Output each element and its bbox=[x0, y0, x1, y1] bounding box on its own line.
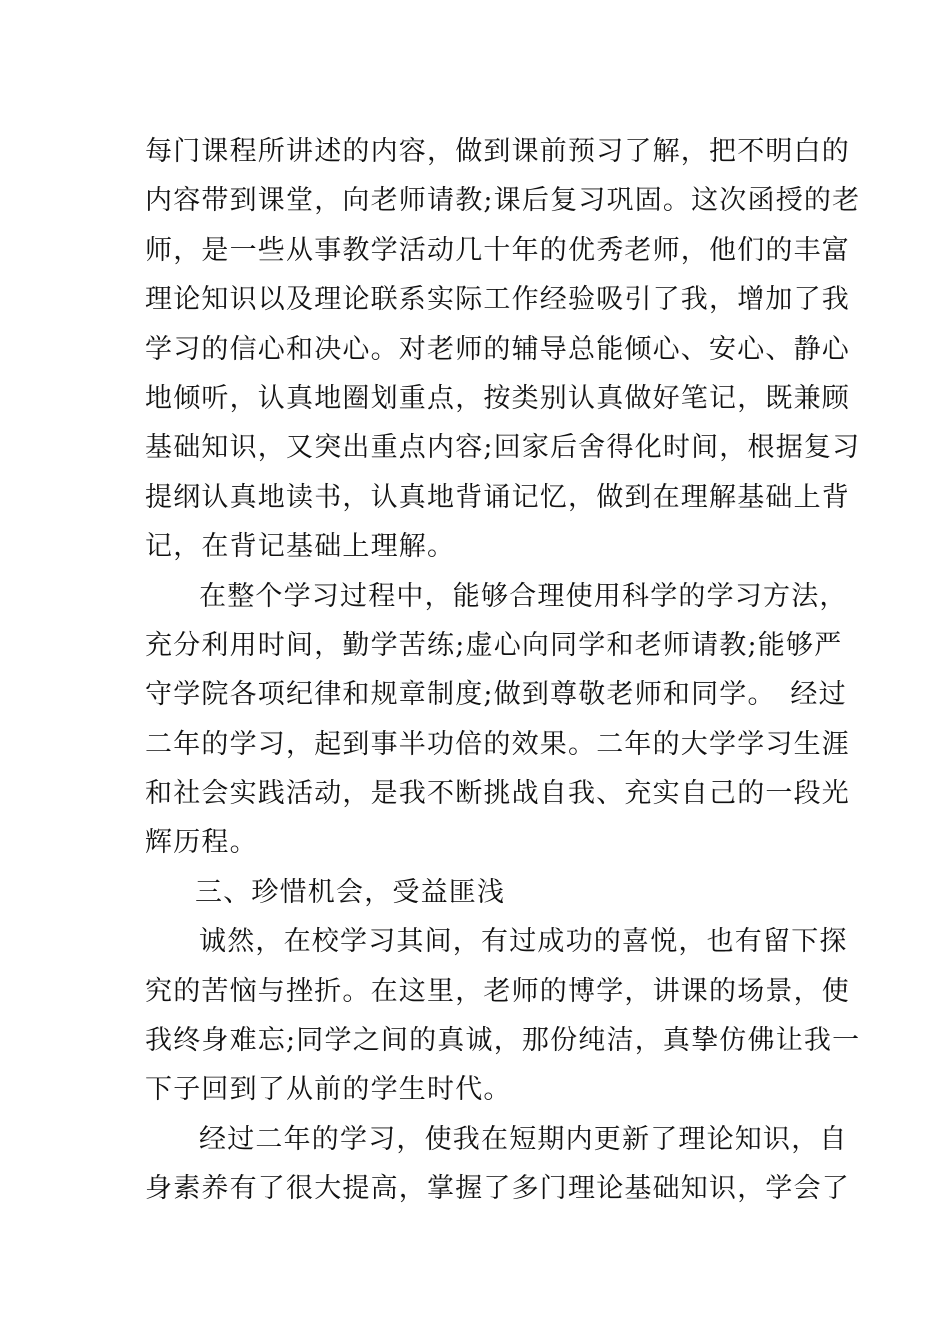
text-line: 内容带到课堂，向老师请教;课后复习巩固。这次函授的老 bbox=[145, 185, 861, 217]
text-line: 记，在背记基础上理解。 bbox=[145, 531, 456, 563]
paragraph-start-line: 经过二年的学习，使我在短期内更新了理论知识，自 bbox=[199, 1123, 848, 1155]
text-line: 究的苦恼与挫折。在这里，老师的博学，讲课的场景，使 bbox=[145, 975, 850, 1007]
section-heading: 三、珍惜机会，受益匪浅 bbox=[195, 876, 506, 908]
text-line: 地倾听，认真地圈划重点，按类别认真做好笔记，既兼顾 bbox=[145, 382, 850, 414]
text-line: 学习的信心和决心。对老师的辅导总能倾心、安心、静心 bbox=[145, 333, 850, 365]
text-line: 提纲认真地读书，认真地背诵记忆，做到在理解基础上背 bbox=[145, 481, 850, 513]
paragraph-start-line: 诚然，在校学习其间，有过成功的喜悦，也有留下探 bbox=[199, 926, 848, 958]
text-line: 身素养有了很大提高，掌握了多门理论基础知识，学会了 bbox=[145, 1173, 850, 1205]
text-line: 师，是一些从事教学活动几十年的优秀老师，他们的丰富 bbox=[145, 234, 850, 266]
text-line: 基础知识，又突出重点内容;回家后舍得化时间，根据复习 bbox=[145, 432, 861, 464]
text-line: 我终身难忘;同学之间的真诚，那份纯洁，真挚仿佛让我一 bbox=[145, 1025, 861, 1057]
paragraph-start-line: 在整个学习过程中，能够合理使用科学的学习方法， bbox=[199, 580, 848, 612]
text-line: 下子回到了从前的学生时代。 bbox=[145, 1074, 512, 1106]
text-line: 和社会实践活动，是我不断挑战自我、充实自己的一段光 bbox=[145, 778, 850, 810]
text-line: 守学院各项纪律和规章制度;做到尊敬老师和同学。 经过 bbox=[145, 679, 847, 711]
text-line: 理论知识以及理论联系实际工作经验吸引了我，增加了我 bbox=[145, 284, 850, 316]
text-line: 辉历程。 bbox=[145, 827, 258, 859]
text-line: 每门课程所讲述的内容，做到课前预习了解，把不明白的 bbox=[145, 136, 850, 167]
body-text bbox=[145, 127, 861, 1214]
text-line: 充分利用时间，勤学苦练;虚心向同学和老师请教;能够严 bbox=[145, 629, 843, 661]
text-line: 二年的学习，起到事半功倍的效果。二年的大学学习生涯 bbox=[145, 728, 850, 760]
